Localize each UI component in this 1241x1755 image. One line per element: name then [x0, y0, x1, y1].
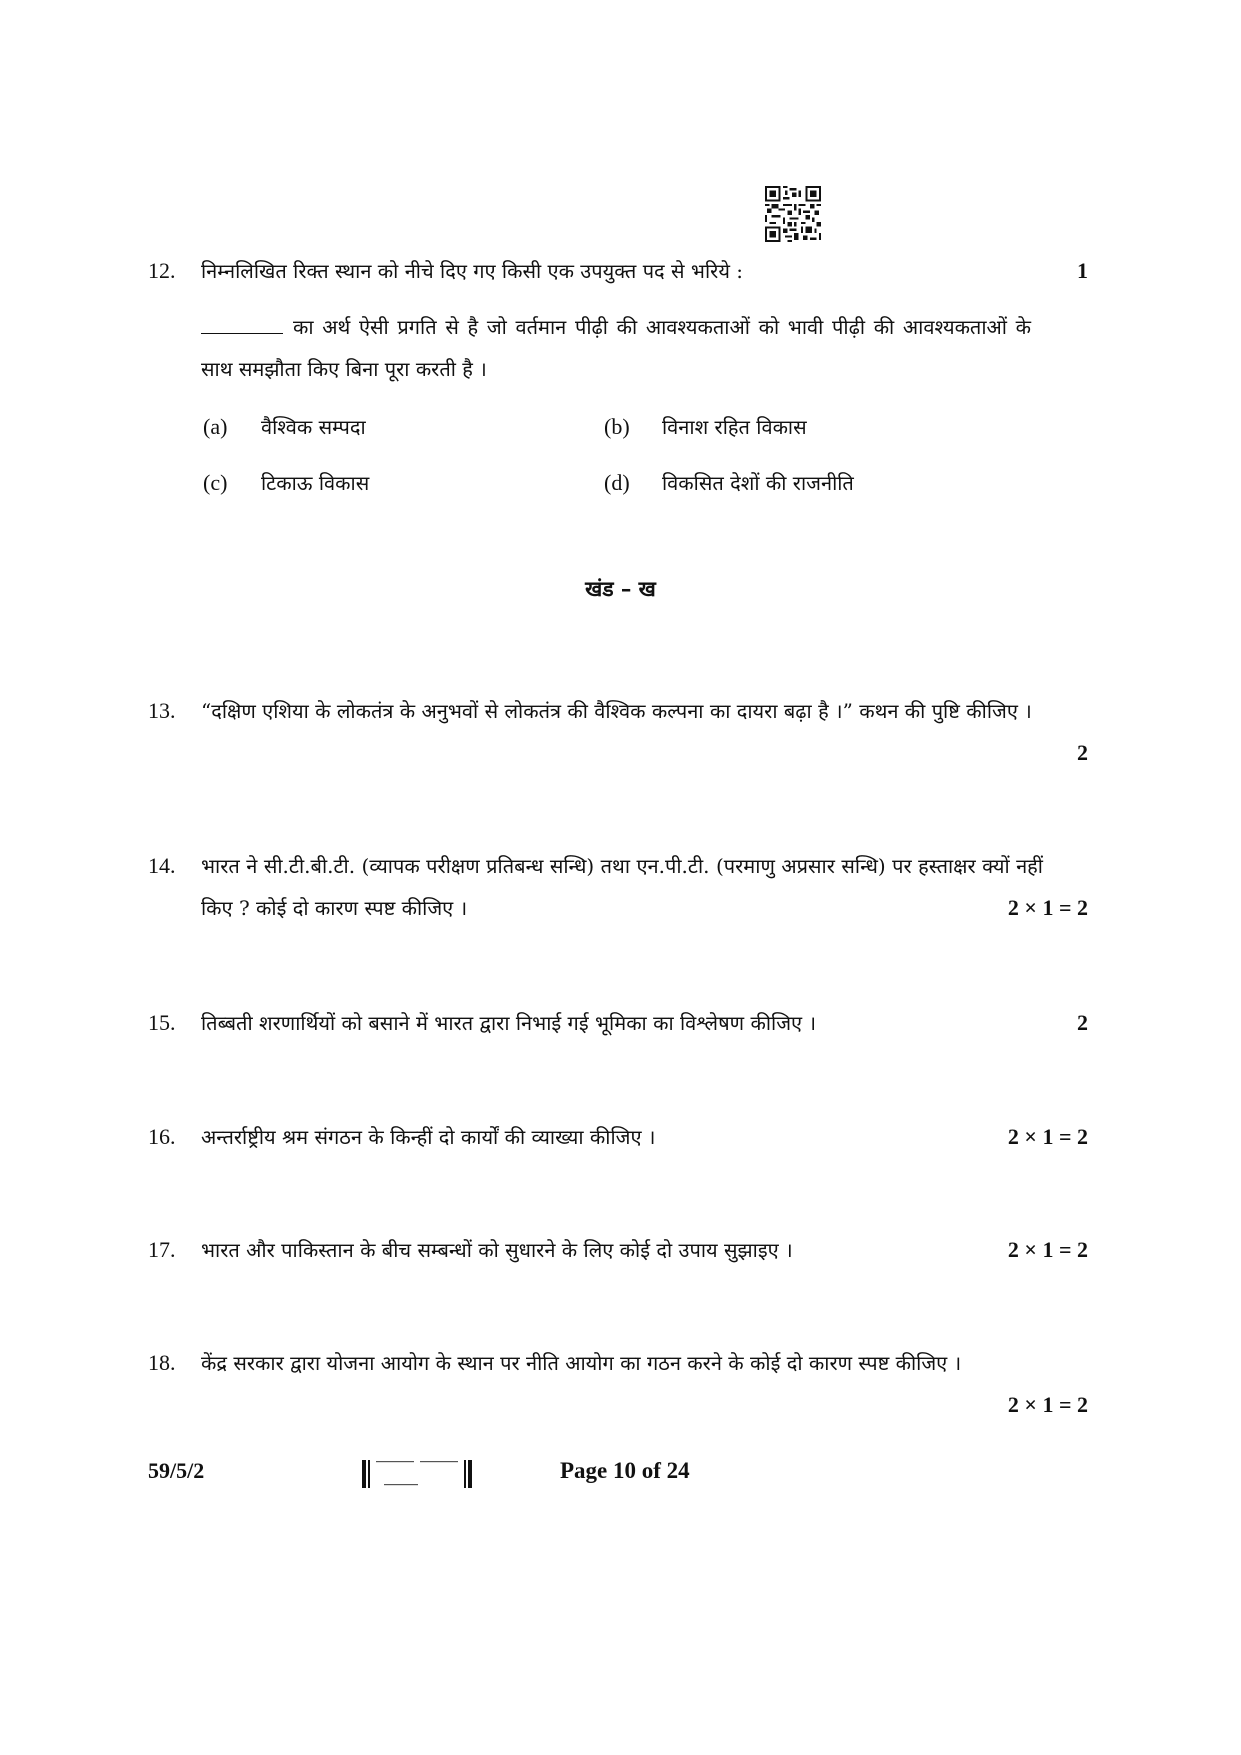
- option-text: विनाश रहित विकास: [662, 415, 807, 439]
- option-b: [604, 412, 807, 442]
- question-marks: 2 × 1 = 2: [1007, 1392, 1088, 1417]
- question-marks: 2: [1077, 1010, 1088, 1035]
- question-text: तिब्बती शरणार्थियों को बसाने में भारत द्वारा निभाई गई भूमिका का विश्लेषण कीजिए ।: [201, 1011, 817, 1035]
- qr-code-icon: [765, 186, 821, 242]
- page-number: Page 10 of 24: [560, 1458, 690, 1483]
- option-label: (a): [203, 414, 228, 439]
- option-a: [203, 412, 366, 442]
- option-c: [203, 468, 369, 498]
- fill-blank-text: का अर्थ ऐसी प्रगति से है जो वर्तमान पीढ़ी की आवश्यकताओं को भावी पीढ़ी की आवश्यकताओं के साथ समझौता किए बिना पूरा करती है ।: [201, 315, 1031, 381]
- question-number: 14.: [148, 853, 176, 878]
- option-text: वैश्विक सम्पदा: [261, 415, 366, 439]
- question-text: केंद्र सरकार द्वारा योजना आयोग के स्थान पर नीति आयोग का गठन करने के कोई दो कारण स्पष्ट कीजिए ।: [201, 1351, 962, 1375]
- question-text: निम्नलिखित रिक्त स्थान को नीचे दिए गए किसी एक उपयुक्त पद से भरिये :: [201, 259, 744, 283]
- fill-blank-statement: [201, 306, 1031, 390]
- question-number: 18.: [148, 1350, 176, 1375]
- barcode-icon: [362, 1458, 472, 1490]
- option-text: टिकाऊ विकास: [261, 471, 370, 495]
- section-heading: खंड – ख: [585, 576, 656, 601]
- question-marks: 2: [1077, 740, 1088, 765]
- page-footer: [0, 1458, 1241, 1498]
- paper-code: 59/5/2: [148, 1458, 205, 1483]
- question-marks: 1: [1077, 258, 1088, 283]
- question-number: 15.: [148, 1010, 176, 1035]
- option-label: (c): [203, 470, 228, 495]
- option-d: [604, 468, 854, 498]
- question-marks: 2 × 1 = 2: [1007, 1237, 1088, 1262]
- question-number: 17.: [148, 1237, 176, 1262]
- option-text: विकसित देशों की राजनीति: [662, 471, 854, 495]
- answer-blank: [201, 313, 283, 334]
- option-label: (d): [604, 470, 630, 495]
- question-number: 12.: [148, 258, 176, 283]
- question-marks: 2 × 1 = 2: [1007, 895, 1088, 920]
- question-marks: 2 × 1 = 2: [1007, 1124, 1088, 1149]
- question-text: अन्तर्राष्ट्रीय श्रम संगठन के किन्हीं दो कार्यों की व्याख्या कीजिए ।: [201, 1125, 656, 1149]
- question-number: 13.: [148, 698, 176, 723]
- question-text: “दक्षिण एशिया के लोकतंत्र के अनुभवों से लोकतंत्र की वैश्विक कल्पना का दायरा बढ़ा है ।” कथन की पुष्टि कीजिए ।: [201, 699, 1032, 723]
- question-number: 16.: [148, 1124, 176, 1149]
- question-text: भारत ने सी.टी.बी.टी. (व्यापक परीक्षण प्रतिबन्ध सन्धि) तथा एन.पी.टी. (परमाणु अप्रसार सन्धि) पर हस्ताक्षर क्यों नहीं किए ? कोई दो कारण स्पष्ट कीजिए ।: [201, 854, 1043, 920]
- question-text: भारत और पाकिस्तान के बीच सम्बन्धों को सुधारने के लिए कोई दो उपाय सुझाइए ।: [201, 1238, 793, 1262]
- option-label: (b): [604, 414, 630, 439]
